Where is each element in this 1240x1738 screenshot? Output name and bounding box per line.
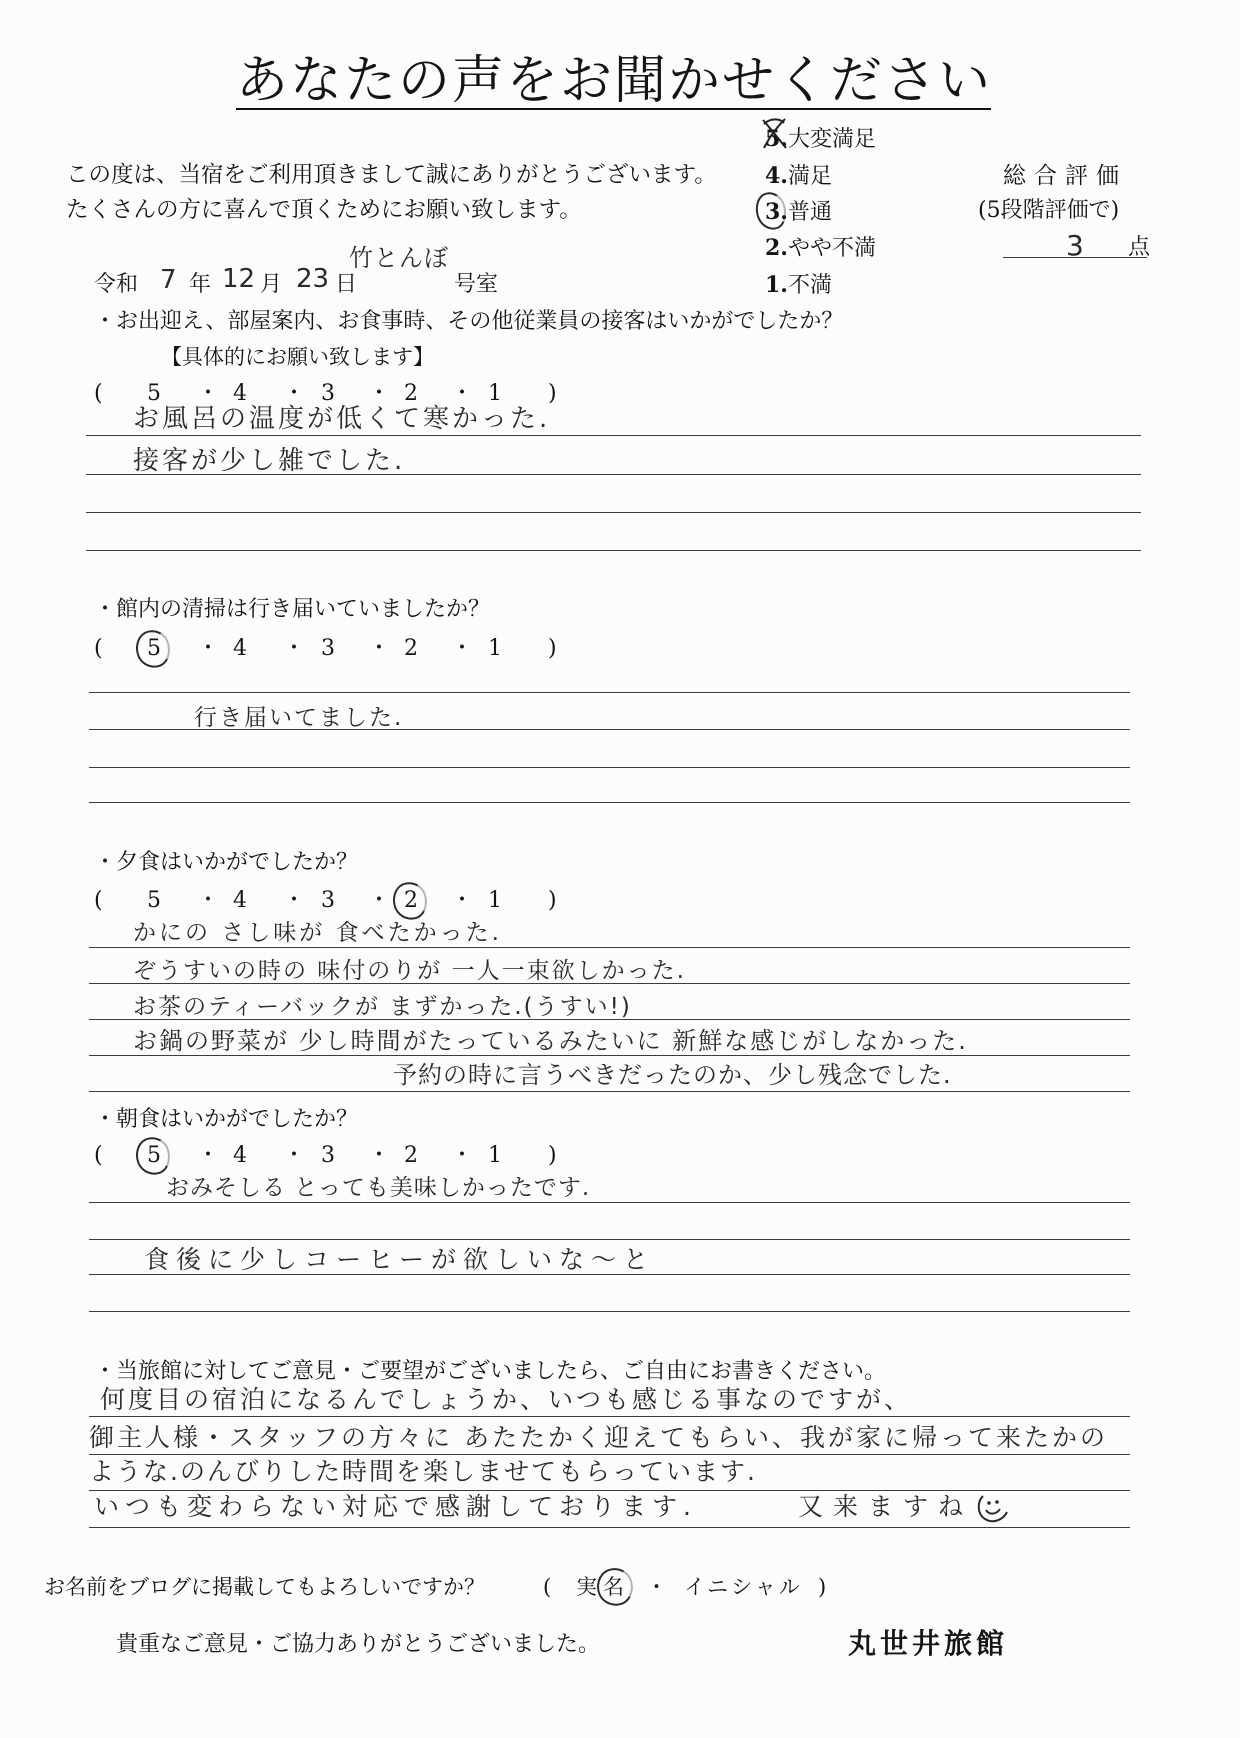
rating-legend-item: [765, 163, 832, 190]
scale-option: 4: [233, 1143, 247, 1168]
scale-option: 2: [404, 1143, 418, 1168]
rating-legend-label: 不満: [787, 273, 832, 298]
answer-rule-line: [89, 767, 1130, 768]
answer-rule-line: [89, 1019, 1130, 1020]
answer-rule-line: [89, 1055, 1130, 1056]
scale-separator: ・: [451, 636, 474, 661]
blog-option-initials: イニシャル: [684, 1575, 803, 1599]
question-staff-service: ・お出迎え、部屋案内、お食事時、その他従業員の接客はいかがでしたか？: [94, 309, 844, 334]
selected-circle-mark: [132, 1133, 174, 1178]
answer-rule-line: [89, 1239, 1130, 1240]
answer-rule-line: [89, 1416, 1130, 1417]
intro-line: たくさんの方に喜んで頂くためにお願い致します。: [66, 197, 582, 223]
comment-line: 何度目の宿泊になるんでしょうか、いつも感じる事なのですが、: [100, 1385, 913, 1414]
answer-line: お鍋の野菜が 少し時間がたっているみたいに 新鮮な感じがしなかった.: [133, 1027, 968, 1055]
scale-option: 2: [404, 888, 418, 913]
rating-legend-label: 大変満足: [787, 127, 876, 152]
scale-option: 2: [404, 381, 418, 406]
scale-separator: ・: [368, 888, 391, 913]
scale-open-paren: (: [94, 1143, 103, 1168]
blog-close-paren: ): [818, 1575, 827, 1599]
scale-option: 5: [147, 888, 161, 913]
scale-option: 5: [147, 636, 161, 661]
comment-sign-off: 又来ますね: [798, 1492, 974, 1521]
answer-line: おみそしる とっても美味しかったです.: [166, 1175, 591, 1201]
scale-close-paren: ): [548, 636, 557, 661]
scale-separator: ・: [368, 1143, 391, 1168]
answer-rule-line: [86, 474, 1141, 475]
date-era: 令和: [94, 272, 139, 297]
scale-option: 3: [321, 1143, 335, 1168]
overall-unit: 点: [1128, 235, 1151, 260]
answer-rule-line: [89, 947, 1130, 948]
rating-legend-number: 3.: [765, 199, 788, 225]
scale-option: 5: [147, 381, 161, 406]
selected-circle-mark: [132, 626, 174, 671]
answer-line: お茶のティーバックが まずかった.(うすい!): [133, 994, 632, 1020]
scale-option: 2: [404, 636, 418, 661]
overall-note: (5段階評価で): [978, 198, 1120, 223]
question-cleanliness: ・館内の清掃は行き届いていましたか？: [94, 597, 491, 622]
comments-prompt: ・当旅館に対してご意見・ご要望がございましたら、ご自由にお書きください。: [94, 1359, 887, 1384]
question-dinner: ・夕食はいかがでしたか？: [94, 850, 359, 875]
comment-line: 御主人様・スタッフの方々に あたたかく迎えてもらい、我が家に帰って来たかの: [89, 1423, 1108, 1452]
answer-rule-line: [89, 802, 1130, 803]
scale-separator: ・: [368, 381, 391, 406]
date-day-unit: 日: [335, 272, 358, 297]
scale-separator: ・: [197, 1143, 220, 1168]
scale-separator: ・: [368, 636, 391, 661]
answer-line: 食後に少しコーヒーが欲しいな〜と: [144, 1245, 656, 1274]
overall-score: 3: [1066, 229, 1084, 262]
question-breakfast: ・朝食はいかがでしたか？: [94, 1107, 359, 1132]
rating-legend-number: 1.: [765, 272, 788, 298]
rating-legend-label: やや不満: [787, 236, 876, 261]
scale-separator: ・: [451, 888, 474, 913]
scale-option: 5: [147, 1143, 161, 1168]
scale-open-paren: (: [94, 888, 103, 913]
scale-separator: ・: [451, 381, 474, 406]
scale-option: 3: [321, 888, 335, 913]
scale-separator: ・: [283, 381, 306, 406]
blog-option-real-name: 実名: [576, 1575, 630, 1599]
form-title: あなたの声をお聞かせください: [236, 51, 993, 111]
rating-legend-item: [765, 272, 832, 299]
date-year: 7: [160, 265, 177, 295]
scale-option: 4: [233, 636, 247, 661]
answer-rule-line: [89, 1454, 1130, 1455]
date-day: 23: [296, 264, 330, 294]
answer-rule-line: [89, 692, 1130, 693]
date-month-unit: 月: [260, 272, 283, 297]
selected-circle-mark: [752, 189, 790, 233]
room-unit: 号室: [454, 272, 499, 297]
scale-open-paren: (: [94, 381, 103, 406]
overall-score-underline: [1003, 257, 1147, 258]
intro-line: この度は、当宿をご利用頂きまして誠にありがとうございます。: [66, 162, 717, 188]
scale-option: 1: [488, 1143, 502, 1168]
rating-legend-item: [765, 235, 876, 262]
scale-separator: ・: [283, 1143, 306, 1168]
selected-circle-mark: [593, 1564, 637, 1610]
scale-option: 1: [488, 381, 502, 406]
blog-open-paren: (: [543, 1575, 552, 1599]
blog-consent-question: お名前をブログに掲載してもよろしいですか？: [44, 1575, 485, 1599]
rating-scale-row: [0, 636, 1240, 664]
scale-option: 3: [321, 381, 335, 406]
scale-separator: ・: [197, 381, 220, 406]
scale-separator: ・: [197, 636, 220, 661]
overall-title: 総合評価: [1003, 163, 1127, 189]
scale-option: 4: [233, 381, 247, 406]
thanks-message: 貴重なご意見・ご協力ありがとうございました。: [116, 1632, 601, 1657]
answer-line: 予約の時に言うべきだったのか、少し残念でした.: [393, 1061, 952, 1089]
rating-legend-label: 普通: [787, 200, 832, 225]
rating-scale-row: [0, 1143, 1240, 1171]
scale-close-paren: ): [548, 888, 557, 913]
question-note: 【具体的にお願い致します】: [161, 345, 434, 369]
scale-close-paren: ): [548, 381, 557, 406]
room-name: 竹とんぼ: [349, 244, 449, 272]
answer-line: お風呂の温度が低くて寒かった.: [133, 404, 551, 434]
answer-rule-line: [89, 1311, 1130, 1312]
answer-rule-line: [89, 1527, 1130, 1528]
scale-separator: ・: [451, 1143, 474, 1168]
scale-open-paren: (: [94, 636, 103, 661]
selected-circle-mark: [389, 878, 431, 923]
scale-option: 3: [321, 636, 335, 661]
answer-line: 行き届いてました.: [194, 705, 404, 731]
smiley-doodle-icon: [975, 1490, 1011, 1524]
date-year-unit: 年: [189, 272, 212, 297]
rating-legend-number: 4.: [765, 163, 788, 189]
answer-rule-line: [86, 512, 1141, 513]
blog-option-separator: ・: [646, 1575, 667, 1599]
rating-legend-label: 満足: [787, 164, 832, 189]
scale-separator: ・: [197, 888, 220, 913]
scale-separator: ・: [283, 636, 306, 661]
answer-rule-line: [86, 435, 1141, 436]
scale-separator: ・: [283, 888, 306, 913]
answer-rule-line: [89, 983, 1130, 984]
answer-rule-line: [89, 1202, 1130, 1203]
date-month: 12: [222, 264, 256, 294]
answer-line: かにの さし味が 食べたかった.: [133, 920, 502, 946]
answer-rule-line: [89, 1091, 1130, 1092]
answer-rule-line: [89, 1274, 1130, 1275]
scale-option: 1: [488, 636, 502, 661]
comment-line: いつも変わらない対応で感謝しております.: [94, 1492, 697, 1521]
rating-scale-row: [0, 888, 1240, 916]
answer-rule-line: [89, 729, 1130, 730]
answer-line: ぞうすいの時の 味付のりが 一人一束欲しかった.: [133, 958, 686, 984]
rating-legend-number: 2.: [765, 235, 788, 261]
strike-mark: [758, 114, 790, 154]
rating-legend-number: 5.: [765, 126, 788, 152]
scale-close-paren: ): [548, 1143, 557, 1168]
inn-name: 丸世井旅館: [848, 1627, 1009, 1660]
scale-option: 1: [488, 888, 502, 913]
answer-line: 接客が少し雑でした.: [133, 446, 406, 476]
answer-rule-line: [89, 1490, 1130, 1491]
answer-rule-line: [86, 550, 1141, 551]
comment-line: ような.のんびりした時間を楽しませてもらっています.: [89, 1457, 757, 1486]
scale-option: 4: [233, 888, 247, 913]
